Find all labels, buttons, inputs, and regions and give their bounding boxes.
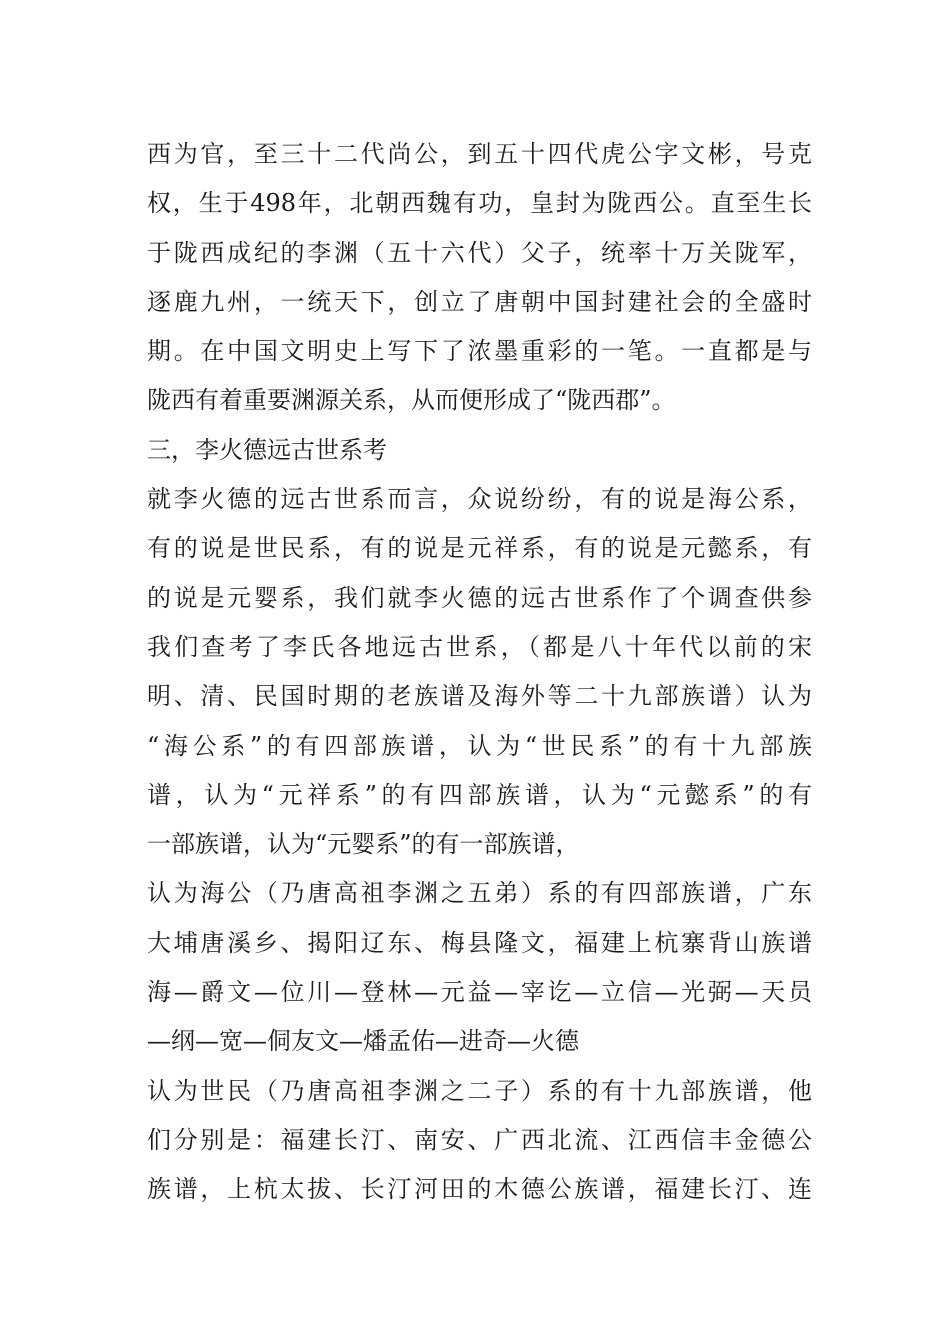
lineage-line: 海—爵文—位川—登林—元益—宰讫—立信—光弼—天员 [147, 978, 812, 1007]
text-line: 明、清、民国时期的老族谱及海外等二十九部族谱）认为 [147, 682, 812, 711]
body-text [147, 130, 812, 1215]
text-line: 陇西有着重要渊源关系，从而便形成了“陇西郡”。 [147, 386, 676, 415]
text-line: “海公系”的有四部族谱，认为“世民系”的有十九部族 [147, 731, 812, 760]
text-line: 大埔唐溪乡、揭阳辽东、梅县隆文，福建上杭寨背山族谱 [147, 928, 812, 957]
text-line: 权，生于498年，北朝西魏有功，皇封为陇西公。直至生长 [147, 189, 812, 218]
text-line: 期。在中国文明史上写下了浓墨重彩的一笔。一直都是与 [147, 337, 812, 366]
text-line: 逐鹿九州，一统天下，创立了唐朝中国封建社会的全盛时 [147, 287, 812, 316]
lineage-line: —纲—宽—侗友文—燔孟佑—进奇—火德 [147, 1027, 579, 1056]
section-heading: 三，李火德远古世系考 [147, 435, 387, 464]
text-line: 就李火德的远古世系而言，众说纷纷，有的说是海公系， [147, 485, 812, 514]
text-line: 有的说是世民系，有的说是元祥系，有的说是元懿系，有 [147, 534, 812, 563]
text-line: 一部族谱，认为“元婴系”的有一部族谱， [147, 830, 580, 859]
text-line: 我们查考了李氏各地远古世系，（都是八十年代以前的宋 [147, 632, 812, 661]
text-line: 谱，认为“元祥系”的有四部族谱，认为“元懿系”的有 [147, 780, 812, 809]
text-line: 们分别是：福建长汀、南安、广西北流、江西信丰金德公 [147, 1125, 812, 1154]
text-line: 认为海公（乃唐高祖李渊之五弟）系的有四部族谱，广东 [147, 879, 812, 908]
text-line: 于陇西成纪的李渊（五十六代）父子，统率十万关陇军， [147, 238, 812, 267]
text-line: 的说是元婴系，我们就李火德的远古世系作了个调查供参 [147, 583, 812, 612]
text-line: 西为官，至三十二代尚公，到五十四代虎公字文彬，号克 [147, 140, 812, 168]
text-line: 认为世民（乃唐高祖李渊之二子）系的有十九部族谱，他 [147, 1076, 812, 1105]
text-line: 族谱，上杭太拔、长汀河田的木德公族谱，福建长汀、连 [147, 1175, 812, 1204]
